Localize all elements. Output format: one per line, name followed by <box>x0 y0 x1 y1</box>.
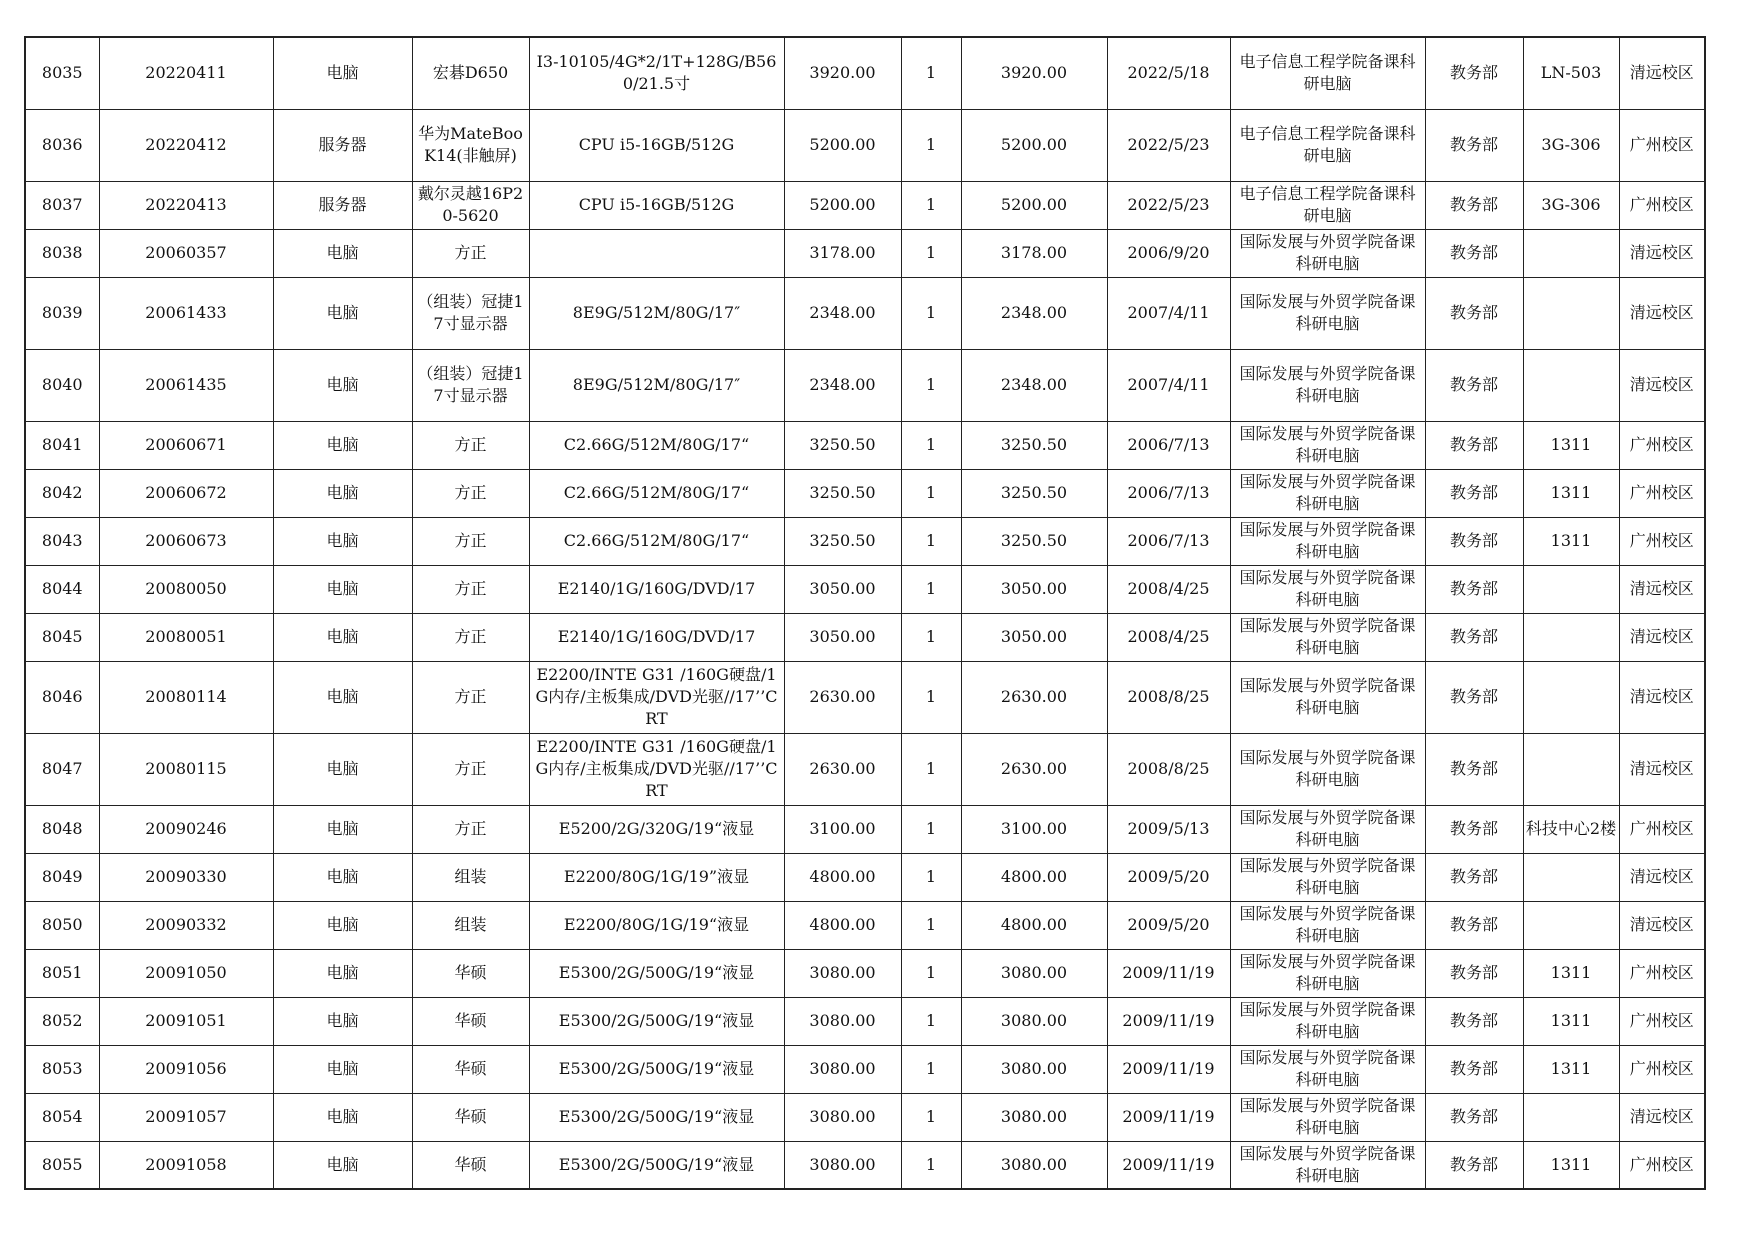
cell-unit-price: 4800.00 <box>784 853 901 901</box>
cell-location: 1311 <box>1523 469 1619 517</box>
cell-qty: 1 <box>901 181 961 229</box>
cell-asset-no: 20091056 <box>99 1045 273 1093</box>
cell-qty: 1 <box>901 517 961 565</box>
cell-asset-no: 20061433 <box>99 277 273 349</box>
cell-asset-no: 20090246 <box>99 805 273 853</box>
table-row <box>25 805 1705 853</box>
cell-date: 2009/11/19 <box>1107 1093 1230 1141</box>
cell-amount: 5200.00 <box>961 109 1107 181</box>
cell-amount: 4800.00 <box>961 853 1107 901</box>
cell-purpose: 国际发展与外贸学院备课科研电脑 <box>1230 1093 1425 1141</box>
cell-unit-price: 3050.00 <box>784 565 901 613</box>
cell-location <box>1523 565 1619 613</box>
cell-unit-price: 3178.00 <box>784 229 901 277</box>
cell-dept: 教务部 <box>1425 421 1523 469</box>
cell-spec: 8E9G/512M/80G/17″ <box>529 349 784 421</box>
cell-date: 2009/11/19 <box>1107 1045 1230 1093</box>
cell-campus: 清远校区 <box>1619 349 1705 421</box>
cell-purpose: 国际发展与外贸学院备课科研电脑 <box>1230 349 1425 421</box>
cell-date: 2006/7/13 <box>1107 517 1230 565</box>
cell-dept: 教务部 <box>1425 565 1523 613</box>
cell-location: 科技中心2楼 <box>1523 805 1619 853</box>
cell-spec: C2.66G/512M/80G/17“ <box>529 469 784 517</box>
cell-dept: 教务部 <box>1425 1045 1523 1093</box>
cell-campus: 广州校区 <box>1619 517 1705 565</box>
cell-spec: E5300/2G/500G/19“液显 <box>529 949 784 997</box>
cell-qty: 1 <box>901 277 961 349</box>
table-row <box>25 109 1705 181</box>
cell-date: 2009/11/19 <box>1107 949 1230 997</box>
cell-qty: 1 <box>901 901 961 949</box>
cell-category: 电脑 <box>273 565 412 613</box>
cell-dept: 教务部 <box>1425 901 1523 949</box>
cell-campus: 广州校区 <box>1619 997 1705 1045</box>
cell-spec: E5300/2G/500G/19“液显 <box>529 1045 784 1093</box>
cell-id: 8047 <box>25 733 99 805</box>
cell-qty: 1 <box>901 1045 961 1093</box>
cell-asset-no: 20080115 <box>99 733 273 805</box>
cell-spec: E2200/INTE G31 /160G硬盘/1G内存/主板集成/DVD光驱//17’’CRT <box>529 661 784 733</box>
cell-campus: 广州校区 <box>1619 1045 1705 1093</box>
cell-campus: 广州校区 <box>1619 109 1705 181</box>
cell-amount: 3080.00 <box>961 997 1107 1045</box>
cell-id: 8053 <box>25 1045 99 1093</box>
cell-id: 8048 <box>25 805 99 853</box>
cell-model: 方正 <box>412 229 529 277</box>
table-row <box>25 181 1705 229</box>
cell-amount: 3080.00 <box>961 1045 1107 1093</box>
cell-model: 华为MateBooK14(非触屏) <box>412 109 529 181</box>
table-row <box>25 997 1705 1045</box>
cell-model: （组装）冠捷17寸显示器 <box>412 349 529 421</box>
cell-spec: E2200/80G/1G/19”液显 <box>529 853 784 901</box>
cell-campus: 清远校区 <box>1619 565 1705 613</box>
cell-location: 3G-306 <box>1523 181 1619 229</box>
cell-location <box>1523 853 1619 901</box>
cell-spec: CPU i5-16GB/512G <box>529 109 784 181</box>
table-row <box>25 277 1705 349</box>
cell-qty: 1 <box>901 661 961 733</box>
cell-id: 8052 <box>25 997 99 1045</box>
cell-model: 方正 <box>412 517 529 565</box>
cell-amount: 3050.00 <box>961 613 1107 661</box>
cell-model: 组装 <box>412 853 529 901</box>
cell-campus: 广州校区 <box>1619 949 1705 997</box>
cell-purpose: 国际发展与外贸学院备课科研电脑 <box>1230 469 1425 517</box>
cell-amount: 3080.00 <box>961 1141 1107 1189</box>
cell-purpose: 国际发展与外贸学院备课科研电脑 <box>1230 853 1425 901</box>
cell-id: 8043 <box>25 517 99 565</box>
cell-spec: E5300/2G/500G/19“液显 <box>529 1093 784 1141</box>
cell-unit-price: 3250.50 <box>784 517 901 565</box>
cell-category: 电脑 <box>273 661 412 733</box>
cell-amount: 3250.50 <box>961 517 1107 565</box>
cell-amount: 3250.50 <box>961 469 1107 517</box>
table-row <box>25 469 1705 517</box>
cell-location: 3G-306 <box>1523 109 1619 181</box>
cell-campus: 清远校区 <box>1619 613 1705 661</box>
cell-date: 2009/5/13 <box>1107 805 1230 853</box>
cell-asset-no: 20090330 <box>99 853 273 901</box>
cell-date: 2009/11/19 <box>1107 997 1230 1045</box>
cell-unit-price: 2348.00 <box>784 277 901 349</box>
cell-category: 电脑 <box>273 349 412 421</box>
cell-location: 1311 <box>1523 1141 1619 1189</box>
cell-id: 8038 <box>25 229 99 277</box>
cell-asset-no: 20091058 <box>99 1141 273 1189</box>
cell-asset-no: 20090332 <box>99 901 273 949</box>
cell-campus: 清远校区 <box>1619 853 1705 901</box>
cell-category: 电脑 <box>273 1045 412 1093</box>
cell-category: 电脑 <box>273 901 412 949</box>
cell-location: 1311 <box>1523 997 1619 1045</box>
table-row <box>25 853 1705 901</box>
cell-location <box>1523 349 1619 421</box>
table-row <box>25 1093 1705 1141</box>
cell-unit-price: 3250.50 <box>784 469 901 517</box>
cell-category: 电脑 <box>273 949 412 997</box>
cell-category: 电脑 <box>273 805 412 853</box>
cell-unit-price: 3080.00 <box>784 997 901 1045</box>
cell-unit-price: 3080.00 <box>784 1093 901 1141</box>
cell-asset-no: 20220413 <box>99 181 273 229</box>
cell-model: 宏碁D650 <box>412 37 529 109</box>
cell-campus: 清远校区 <box>1619 277 1705 349</box>
cell-id: 8041 <box>25 421 99 469</box>
cell-id: 8051 <box>25 949 99 997</box>
asset-table <box>24 36 1706 1190</box>
cell-dept: 教务部 <box>1425 181 1523 229</box>
cell-asset-no: 20061435 <box>99 349 273 421</box>
cell-location <box>1523 1093 1619 1141</box>
table-row <box>25 349 1705 421</box>
cell-model: （组装）冠捷17寸显示器 <box>412 277 529 349</box>
cell-category: 电脑 <box>273 229 412 277</box>
cell-category: 电脑 <box>273 853 412 901</box>
cell-purpose: 电子信息工程学院备课科研电脑 <box>1230 109 1425 181</box>
cell-qty: 1 <box>901 1093 961 1141</box>
cell-qty: 1 <box>901 949 961 997</box>
table-row <box>25 37 1705 109</box>
cell-date: 2007/4/11 <box>1107 277 1230 349</box>
cell-category: 服务器 <box>273 181 412 229</box>
cell-category: 电脑 <box>273 469 412 517</box>
cell-unit-price: 3250.50 <box>784 421 901 469</box>
cell-unit-price: 2630.00 <box>784 733 901 805</box>
cell-unit-price: 3100.00 <box>784 805 901 853</box>
cell-amount: 2630.00 <box>961 733 1107 805</box>
cell-model: 戴尔灵越16P20-5620 <box>412 181 529 229</box>
cell-date: 2008/8/25 <box>1107 733 1230 805</box>
cell-purpose: 国际发展与外贸学院备课科研电脑 <box>1230 565 1425 613</box>
cell-location <box>1523 229 1619 277</box>
cell-dept: 教务部 <box>1425 277 1523 349</box>
cell-asset-no: 20080051 <box>99 613 273 661</box>
cell-qty: 1 <box>901 469 961 517</box>
cell-model: 方正 <box>412 733 529 805</box>
cell-category: 电脑 <box>273 277 412 349</box>
cell-id: 8050 <box>25 901 99 949</box>
cell-purpose: 国际发展与外贸学院备课科研电脑 <box>1230 517 1425 565</box>
cell-purpose: 国际发展与外贸学院备课科研电脑 <box>1230 733 1425 805</box>
cell-campus: 广州校区 <box>1619 1141 1705 1189</box>
cell-id: 8036 <box>25 109 99 181</box>
cell-unit-price: 4800.00 <box>784 901 901 949</box>
table-row <box>25 949 1705 997</box>
cell-id: 8046 <box>25 661 99 733</box>
cell-id: 8040 <box>25 349 99 421</box>
cell-purpose: 国际发展与外贸学院备课科研电脑 <box>1230 1141 1425 1189</box>
cell-id: 8044 <box>25 565 99 613</box>
cell-spec <box>529 229 784 277</box>
cell-category: 电脑 <box>273 421 412 469</box>
cell-qty: 1 <box>901 565 961 613</box>
cell-unit-price: 3080.00 <box>784 949 901 997</box>
cell-campus: 广州校区 <box>1619 805 1705 853</box>
cell-location: LN-503 <box>1523 37 1619 109</box>
cell-date: 2006/7/13 <box>1107 421 1230 469</box>
cell-qty: 1 <box>901 1141 961 1189</box>
cell-dept: 教务部 <box>1425 109 1523 181</box>
cell-purpose: 国际发展与外贸学院备课科研电脑 <box>1230 1045 1425 1093</box>
cell-model: 华硕 <box>412 1093 529 1141</box>
cell-category: 服务器 <box>273 109 412 181</box>
cell-location: 1311 <box>1523 1045 1619 1093</box>
cell-spec: E2140/1G/160G/DVD/17 <box>529 613 784 661</box>
table-row <box>25 733 1705 805</box>
table-row <box>25 661 1705 733</box>
cell-category: 电脑 <box>273 1093 412 1141</box>
cell-unit-price: 3080.00 <box>784 1141 901 1189</box>
cell-dept: 教务部 <box>1425 661 1523 733</box>
cell-purpose: 国际发展与外贸学院备课科研电脑 <box>1230 901 1425 949</box>
cell-qty: 1 <box>901 613 961 661</box>
cell-spec: E5300/2G/500G/19“液显 <box>529 997 784 1045</box>
cell-id: 8055 <box>25 1141 99 1189</box>
cell-category: 电脑 <box>273 1141 412 1189</box>
cell-amount: 2630.00 <box>961 661 1107 733</box>
cell-model: 华硕 <box>412 1045 529 1093</box>
cell-purpose: 国际发展与外贸学院备课科研电脑 <box>1230 997 1425 1045</box>
cell-dept: 教务部 <box>1425 1141 1523 1189</box>
cell-dept: 教务部 <box>1425 517 1523 565</box>
cell-asset-no: 20080050 <box>99 565 273 613</box>
cell-id: 8045 <box>25 613 99 661</box>
cell-model: 组装 <box>412 901 529 949</box>
cell-asset-no: 20091051 <box>99 997 273 1045</box>
table-row <box>25 229 1705 277</box>
cell-campus: 广州校区 <box>1619 469 1705 517</box>
cell-model: 方正 <box>412 613 529 661</box>
cell-asset-no: 20060671 <box>99 421 273 469</box>
cell-campus: 广州校区 <box>1619 421 1705 469</box>
cell-dept: 教务部 <box>1425 613 1523 661</box>
cell-purpose: 电子信息工程学院备课科研电脑 <box>1230 181 1425 229</box>
cell-dept: 教务部 <box>1425 733 1523 805</box>
cell-date: 2008/4/25 <box>1107 565 1230 613</box>
cell-dept: 教务部 <box>1425 805 1523 853</box>
cell-date: 2009/5/20 <box>1107 853 1230 901</box>
cell-category: 电脑 <box>273 613 412 661</box>
cell-date: 2009/11/19 <box>1107 1141 1230 1189</box>
cell-date: 2022/5/23 <box>1107 109 1230 181</box>
cell-purpose: 国际发展与外贸学院备课科研电脑 <box>1230 805 1425 853</box>
cell-amount: 5200.00 <box>961 181 1107 229</box>
cell-location <box>1523 277 1619 349</box>
table-row <box>25 517 1705 565</box>
cell-campus: 清远校区 <box>1619 1093 1705 1141</box>
cell-id: 8039 <box>25 277 99 349</box>
cell-location: 1311 <box>1523 517 1619 565</box>
cell-purpose: 国际发展与外贸学院备课科研电脑 <box>1230 613 1425 661</box>
cell-purpose: 国际发展与外贸学院备课科研电脑 <box>1230 949 1425 997</box>
cell-amount: 3178.00 <box>961 229 1107 277</box>
cell-dept: 教务部 <box>1425 469 1523 517</box>
cell-unit-price: 2348.00 <box>784 349 901 421</box>
cell-campus: 清远校区 <box>1619 733 1705 805</box>
cell-model: 方正 <box>412 805 529 853</box>
cell-campus: 清远校区 <box>1619 229 1705 277</box>
cell-asset-no: 20060673 <box>99 517 273 565</box>
cell-id: 8035 <box>25 37 99 109</box>
cell-model: 方正 <box>412 661 529 733</box>
cell-amount: 3080.00 <box>961 1093 1107 1141</box>
cell-date: 2006/9/20 <box>1107 229 1230 277</box>
cell-spec: E2200/80G/1G/19“液显 <box>529 901 784 949</box>
cell-location: 1311 <box>1523 949 1619 997</box>
cell-model: 方正 <box>412 421 529 469</box>
cell-asset-no: 20060672 <box>99 469 273 517</box>
cell-spec: 8E9G/512M/80G/17″ <box>529 277 784 349</box>
table-row <box>25 1045 1705 1093</box>
cell-category: 电脑 <box>273 997 412 1045</box>
cell-model: 华硕 <box>412 949 529 997</box>
cell-category: 电脑 <box>273 37 412 109</box>
cell-amount: 3250.50 <box>961 421 1107 469</box>
cell-category: 电脑 <box>273 733 412 805</box>
cell-location <box>1523 901 1619 949</box>
cell-campus: 清远校区 <box>1619 661 1705 733</box>
cell-qty: 1 <box>901 37 961 109</box>
table-body <box>25 37 1705 1189</box>
cell-id: 8049 <box>25 853 99 901</box>
cell-purpose: 国际发展与外贸学院备课科研电脑 <box>1230 229 1425 277</box>
cell-asset-no: 20080114 <box>99 661 273 733</box>
cell-date: 2007/4/11 <box>1107 349 1230 421</box>
cell-unit-price: 3050.00 <box>784 613 901 661</box>
cell-location: 1311 <box>1523 421 1619 469</box>
table-row <box>25 565 1705 613</box>
table-row <box>25 1141 1705 1189</box>
table-row <box>25 421 1705 469</box>
cell-spec: E5200/2G/320G/19“液显 <box>529 805 784 853</box>
cell-asset-no: 20060357 <box>99 229 273 277</box>
cell-dept: 教务部 <box>1425 37 1523 109</box>
cell-id: 8042 <box>25 469 99 517</box>
cell-unit-price: 3920.00 <box>784 37 901 109</box>
cell-date: 2022/5/18 <box>1107 37 1230 109</box>
cell-id: 8054 <box>25 1093 99 1141</box>
cell-campus: 清远校区 <box>1619 901 1705 949</box>
cell-asset-no: 20220412 <box>99 109 273 181</box>
cell-dept: 教务部 <box>1425 349 1523 421</box>
cell-qty: 1 <box>901 997 961 1045</box>
cell-qty: 1 <box>901 421 961 469</box>
cell-location <box>1523 613 1619 661</box>
cell-qty: 1 <box>901 805 961 853</box>
cell-spec: C2.66G/512M/80G/17“ <box>529 421 784 469</box>
cell-location <box>1523 733 1619 805</box>
cell-location <box>1523 661 1619 733</box>
cell-amount: 2348.00 <box>961 349 1107 421</box>
cell-purpose: 国际发展与外贸学院备课科研电脑 <box>1230 421 1425 469</box>
cell-amount: 4800.00 <box>961 901 1107 949</box>
cell-model: 华硕 <box>412 997 529 1045</box>
cell-date: 2008/8/25 <box>1107 661 1230 733</box>
cell-id: 8037 <box>25 181 99 229</box>
cell-model: 方正 <box>412 469 529 517</box>
cell-asset-no: 20091057 <box>99 1093 273 1141</box>
cell-unit-price: 2630.00 <box>784 661 901 733</box>
cell-date: 2009/5/20 <box>1107 901 1230 949</box>
cell-campus: 清远校区 <box>1619 37 1705 109</box>
cell-spec: E2140/1G/160G/DVD/17 <box>529 565 784 613</box>
cell-qty: 1 <box>901 733 961 805</box>
cell-campus: 广州校区 <box>1619 181 1705 229</box>
cell-amount: 3100.00 <box>961 805 1107 853</box>
cell-qty: 1 <box>901 109 961 181</box>
cell-purpose: 电子信息工程学院备课科研电脑 <box>1230 37 1425 109</box>
cell-date: 2022/5/23 <box>1107 181 1230 229</box>
cell-category: 电脑 <box>273 517 412 565</box>
cell-asset-no: 20220411 <box>99 37 273 109</box>
cell-unit-price: 5200.00 <box>784 109 901 181</box>
cell-model: 华硕 <box>412 1141 529 1189</box>
cell-spec: E2200/INTE G31 /160G硬盘/1G内存/主板集成/DVD光驱//17’’CRT <box>529 733 784 805</box>
table-row <box>25 613 1705 661</box>
cell-unit-price: 5200.00 <box>784 181 901 229</box>
cell-model: 方正 <box>412 565 529 613</box>
cell-purpose: 国际发展与外贸学院备课科研电脑 <box>1230 661 1425 733</box>
cell-date: 2006/7/13 <box>1107 469 1230 517</box>
cell-dept: 教务部 <box>1425 229 1523 277</box>
cell-amount: 2348.00 <box>961 277 1107 349</box>
cell-dept: 教务部 <box>1425 949 1523 997</box>
cell-spec: CPU i5-16GB/512G <box>529 181 784 229</box>
cell-spec: C2.66G/512M/80G/17“ <box>529 517 784 565</box>
cell-spec: E5300/2G/500G/19“液显 <box>529 1141 784 1189</box>
cell-dept: 教务部 <box>1425 1093 1523 1141</box>
cell-amount: 3920.00 <box>961 37 1107 109</box>
cell-amount: 3080.00 <box>961 949 1107 997</box>
cell-dept: 教务部 <box>1425 853 1523 901</box>
table-row <box>25 901 1705 949</box>
cell-asset-no: 20091050 <box>99 949 273 997</box>
cell-dept: 教务部 <box>1425 997 1523 1045</box>
cell-spec: I3-10105/4G*2/1T+128G/B560/21.5寸 <box>529 37 784 109</box>
cell-amount: 3050.00 <box>961 565 1107 613</box>
cell-purpose: 国际发展与外贸学院备课科研电脑 <box>1230 277 1425 349</box>
cell-unit-price: 3080.00 <box>784 1045 901 1093</box>
cell-qty: 1 <box>901 349 961 421</box>
cell-qty: 1 <box>901 853 961 901</box>
cell-qty: 1 <box>901 229 961 277</box>
cell-date: 2008/4/25 <box>1107 613 1230 661</box>
